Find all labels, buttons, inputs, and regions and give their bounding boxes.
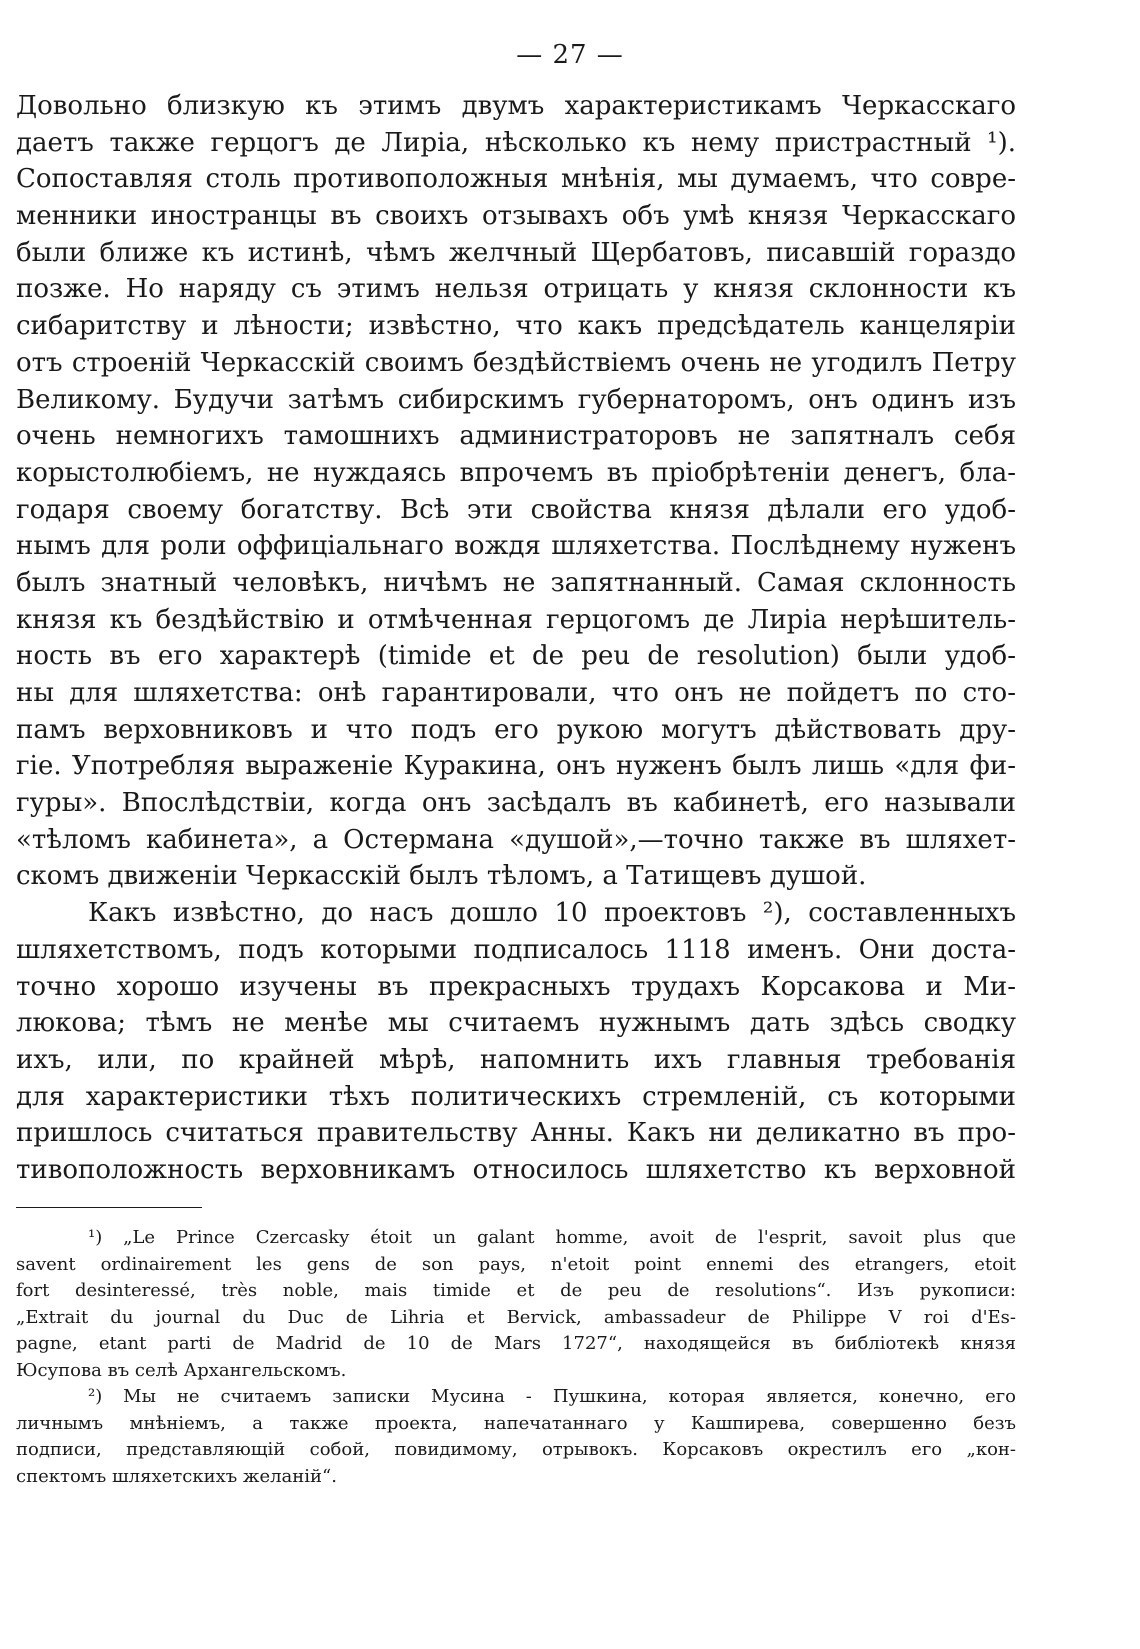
text-line: «тѣломъ кабинета», а Остермана «душой»,—точно также въ шляхет- xyxy=(16,824,1016,855)
text-line: менники иностранцы въ своихъ отзывахъ объ умѣ князя Черкасскаго xyxy=(16,201,1016,232)
text-line: шляхетствомъ, подъ которыми подписалось 1118 именъ. Они доста- xyxy=(16,934,1016,965)
text-line: корыстолюбіемъ, не нуждаясь впрочемъ въ пріобрѣтеніи денегъ, бла- xyxy=(16,457,1016,488)
text-line: позже. Но наряду съ этимъ нельзя отрицать у князя склонности къ xyxy=(16,274,1016,305)
text-line: были ближе къ истинѣ, чѣмъ желчный Щербатовъ, писавшій гораздо xyxy=(16,237,1016,268)
text-line: Великому. Будучи затѣмъ сибирскимъ губернаторомъ, онъ одинъ изъ xyxy=(16,384,1016,415)
text-line: гіе. Употребляя выраженіе Куракина, онъ нуженъ былъ лишь «для фи- xyxy=(16,751,1016,782)
text-line: годаря своему богатству. Всѣ эти свойства князя дѣлали его удоб- xyxy=(16,494,1016,525)
text-line: тивоположность верховникамъ относилось шляхетство къ верховной xyxy=(16,1154,1016,1185)
text-line: былъ знатный человѣкъ, ничѣмъ не запятнанный. Самая склонность xyxy=(16,567,1016,598)
footnote-line: ¹) „Le Prince Czercasky étoit un galant homme, avoit de l'esprit, savoit plus que xyxy=(88,1227,1016,1248)
footnote-line: ²) Мы не считаемъ записки Мусина - Пушкина, которая является, конечно, его xyxy=(88,1386,1016,1407)
text-line: пришлось считаться правительству Анны. Какъ ни деликатно въ про- xyxy=(16,1118,1016,1149)
text-line: ность въ его характерѣ (timide et de peu de resolution) были удоб- xyxy=(16,641,1016,672)
footnote-line: „Extrait du journal du Duc de Lihria et Bervick, ambassadeur de Philippe V roi d'Es- xyxy=(16,1306,1016,1328)
footnote-divider xyxy=(16,1207,202,1208)
page-number: — 27 — xyxy=(516,40,624,70)
text-line: ихъ, или, по крайней мѣрѣ, напомнить ихъ главныя требованія xyxy=(16,1044,1016,1075)
text-line: даетъ также герцогъ де Лиріа, нѣсколько къ нему пристрастный ¹). xyxy=(16,127,1016,158)
footnote-line: подписи, представляющій собой, повидимому, отрывокъ. Корсаковъ окрестилъ его „кон- xyxy=(16,1439,1016,1460)
footnote-line: pagne, etant parti de Madrid de 10 de Mars 1727“, находящейся въ библіотекѣ князя xyxy=(16,1333,1016,1354)
footnote-line: Юсупова въ селѣ Архангельскомъ. xyxy=(16,1359,347,1381)
footnotes xyxy=(16,1225,1016,1490)
text-line: Какъ извѣстно, до насъ дошло 10 проектовъ ²), составленныхъ xyxy=(88,898,1016,929)
text-line: очень немногихъ тамошнихъ администраторовъ не запятналъ себя xyxy=(16,421,1016,452)
text-line: Сопоставляя столь противоположныя мнѣнія, мы думаемъ, что совре- xyxy=(16,164,1016,195)
text-line: гуры». Впослѣдствіи, когда онъ засѣдалъ въ кабинетѣ, его называли xyxy=(16,788,1016,819)
footnote-line: fort desinteressé, très noble, mais timide et de peu de resolutions“. Изъ рукописи: xyxy=(16,1280,1016,1301)
text-line: сибаритству и лѣности; извѣстно, что какъ предсѣдатель канцеляріи xyxy=(16,311,1016,342)
footnote-line: savent ordinairement les gens de son pays, n'etoit point ennemi des etrangers, etoit xyxy=(16,1253,1016,1275)
text-line: нымъ для роли оффиціальнаго вождя шляхетства. Послѣднему нуженъ xyxy=(16,531,1016,562)
text-line: для характеристики тѣхъ политическихъ стремленій, съ которыми xyxy=(16,1081,1016,1112)
text-line: люкова; тѣмъ не менѣе мы считаемъ нужнымъ дать здѣсь сводку xyxy=(16,1008,1016,1039)
text-line: Довольно близкую къ этимъ двумъ характеристикамъ Черкасскаго xyxy=(16,91,1016,121)
text-line: князя къ бездѣйствію и отмѣченная герцогомъ де Лиріа нерѣшитель- xyxy=(16,604,1016,635)
text-line: скомъ движеніи Черкасскій былъ тѣломъ, а Татищевъ душой. xyxy=(16,861,867,892)
text-line: ны для шляхетства: онѣ гарантировали, что онъ не пойдетъ по сто- xyxy=(16,678,1016,708)
text-line: отъ строеній Черкасскій своимъ бездѣйствіемъ очень не угодилъ Петру xyxy=(16,347,1016,378)
footnote-line: личнымъ мнѣніемъ, а также проекта, напечатаннаго у Кашпирева, совершенно безъ xyxy=(16,1412,1016,1434)
main-text xyxy=(16,88,1016,1189)
text-line: памъ верховниковъ и что подъ его рукою могутъ дѣйствовать дру- xyxy=(16,714,1016,745)
text-line: точно хорошо изучены въ прекрасныхъ трудахъ Корсакова и Ми- xyxy=(16,971,1016,1002)
footnote-line: спектомъ шляхетскихъ желаній“. xyxy=(16,1465,337,1487)
